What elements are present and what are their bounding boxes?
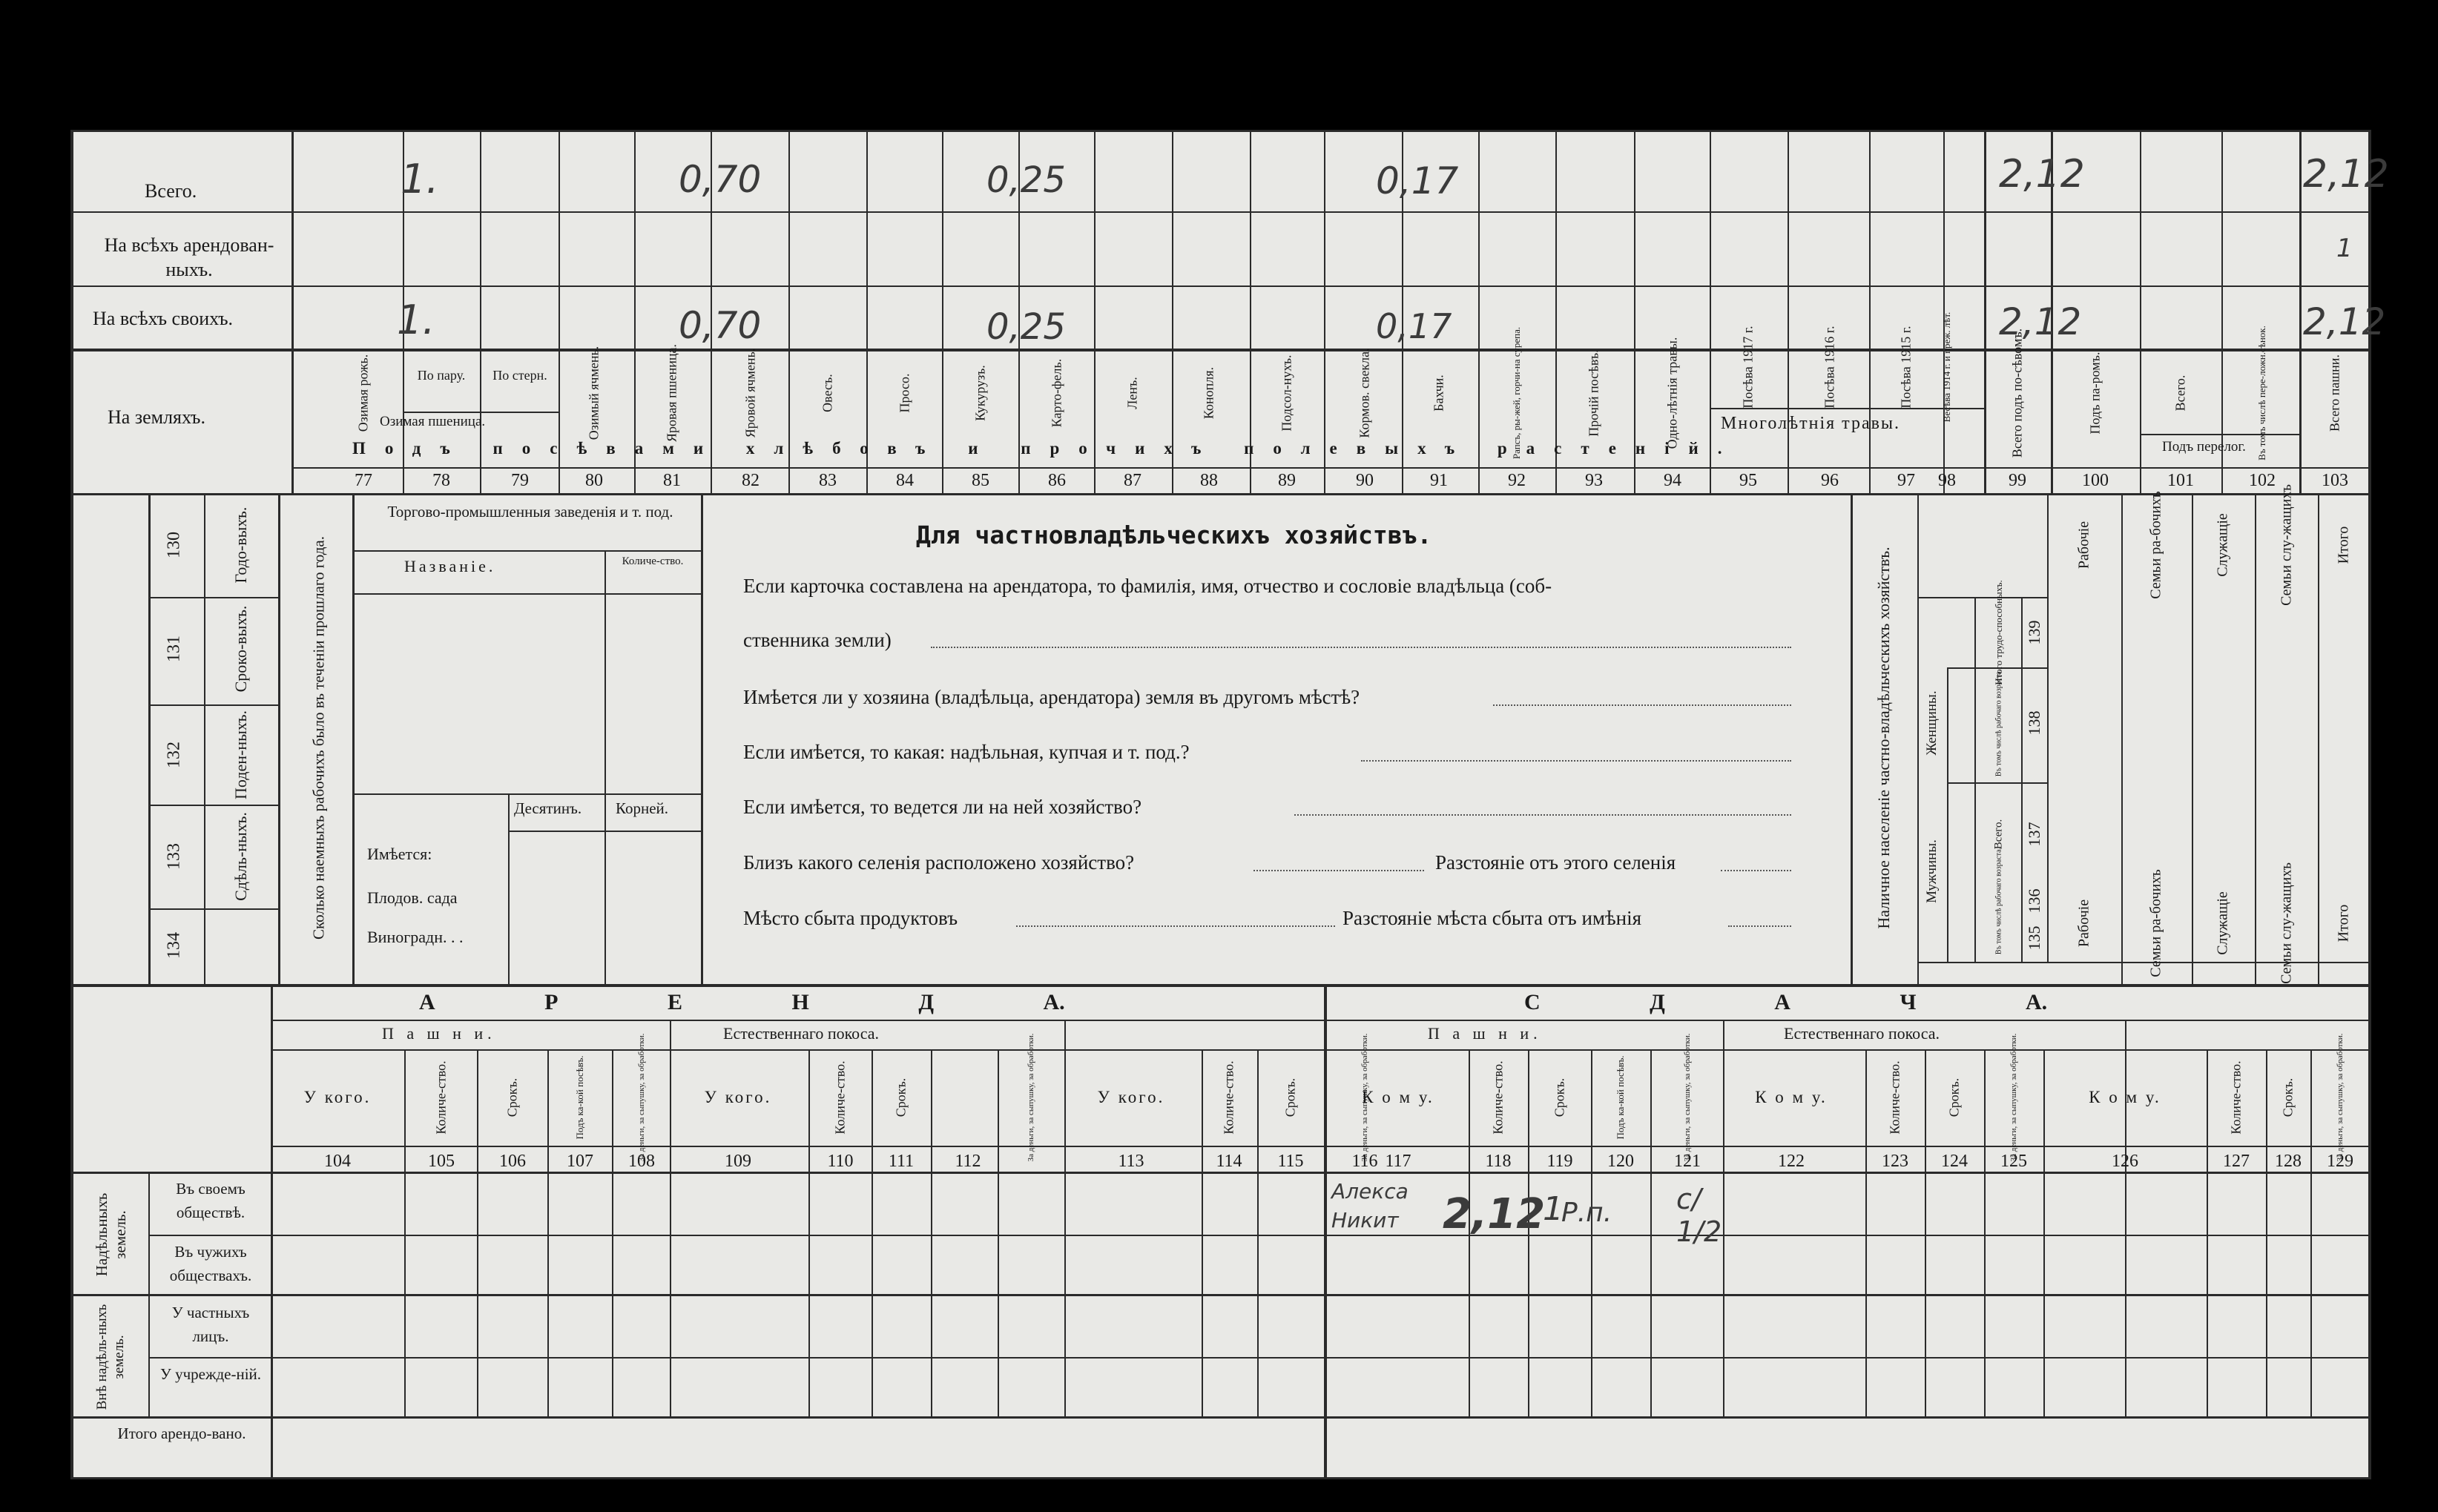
row-label-own: На всѣхъ своихъ.	[93, 308, 234, 329]
hand-total-82: 0,70	[679, 158, 762, 201]
hand-sdacha-name: Алекса Никит	[1331, 1179, 1409, 1233]
population-col-top: Итого	[2335, 526, 2352, 564]
population-number: 137	[2025, 822, 2043, 847]
column-number: 91	[1430, 471, 1448, 490]
arenda-column-number: 105	[428, 1152, 455, 1171]
arenda-column-line	[1324, 1020, 1325, 1416]
arenda-column-line	[1202, 1049, 1203, 1416]
arenda-column-line	[1925, 1049, 1926, 1416]
column-number: 101	[2167, 471, 2194, 490]
group-nadel: Надѣльныхъ земель.	[92, 1192, 129, 1277]
dessiatin-label: Десятинъ.	[514, 799, 582, 817]
men-label: Мужчины.	[1924, 839, 1940, 903]
population-col-bottom: Семьи ра-бочихъ	[2147, 869, 2164, 977]
column-number: 77	[355, 471, 372, 490]
arenda-column-number: 126	[2112, 1152, 2138, 1171]
population-number: 139	[2025, 620, 2043, 645]
column-number: 99	[2009, 471, 2026, 490]
crop-header-c98: Весѣва 1914 г. и преж. лѣт.	[1941, 311, 1952, 423]
crop-header-c84: Просо.	[897, 373, 912, 413]
hand-own-82: 0,70	[679, 304, 762, 347]
trade-title: Торгово-промышленныя заведенія и т. под.	[387, 503, 673, 521]
arenda-column-line	[477, 1049, 478, 1416]
population-number: 135	[2025, 925, 2043, 951]
question-village: Близъ какого селенія расположено хозяйство?	[743, 851, 1135, 874]
crop-header-c89: Подсол-нухъ.	[1279, 354, 1294, 432]
population-col-bottom: Рабочіе	[2075, 899, 2092, 948]
crop-header-c82: Яровой ячмень.	[742, 348, 758, 438]
arenda-header-komu: К о м у.	[1755, 1088, 1828, 1106]
column-number: 93	[1585, 471, 1603, 490]
population-col-bottom: Семьи слу-жащихъ	[2278, 862, 2295, 984]
trade-col-qty: Количе-ство.	[622, 555, 684, 567]
arenda-column-number: 104	[324, 1152, 351, 1171]
column-number: 92	[1508, 471, 1526, 490]
arenda-column-line	[1650, 1049, 1652, 1416]
hand-total-103: 2,12	[2303, 152, 2389, 197]
arenda-header-qty: Количе-ство.	[2228, 1060, 2244, 1135]
population-number: 138	[2025, 710, 2043, 736]
arenda-column-line	[547, 1049, 549, 1416]
population-col-top: Семьи ра-бочихъ	[2147, 491, 2164, 599]
arenda-header-u_kogo: У кого.	[303, 1088, 372, 1106]
column-line	[1984, 130, 1986, 493]
arenda-column-line	[1591, 1049, 1592, 1416]
arenda-header-qty: Количе-ство.	[1887, 1060, 1902, 1135]
arenda-column-number: 114	[1216, 1152, 1242, 1171]
header-pod-perelog: Подъ перелог.	[2162, 439, 2246, 455]
arenda-column-number: 112	[955, 1152, 981, 1171]
hand-total-78: 1.	[401, 156, 439, 202]
hand-total-91: 0,17	[1376, 159, 1459, 202]
arenda-header-za_dengi: За деньги, за сыпушку, за обработки.	[1683, 1033, 1692, 1162]
column-number: 95	[1739, 471, 1757, 490]
arenda-column-number: 115	[1277, 1152, 1304, 1171]
column-number: 102	[2249, 471, 2276, 490]
hand-own-91: 0,17	[1376, 306, 1452, 346]
arenda-column-line	[2266, 1049, 2267, 1416]
row-institutions: У учрежде-ній.	[159, 1365, 262, 1383]
header-band: Подъ посѣвами хлѣбовъ и прочихъ полевыхъ растеній.	[352, 439, 1742, 458]
column-line	[2299, 130, 2301, 493]
arenda-header-pod_kakoi: Подъ ка-кой посѣвъ.	[1615, 1055, 1626, 1140]
crop-header-c78: По пару.	[417, 368, 466, 383]
arenda-column-line	[1257, 1049, 1259, 1416]
hand-total-99: 2,12	[1999, 152, 2085, 197]
question-market: Мѣсто сбыта продуктовъ	[743, 907, 958, 929]
column-line	[2140, 434, 2299, 435]
arenda-header-srok: Срокъ.	[1946, 1077, 1962, 1118]
worker-row-number: 132	[164, 742, 184, 768]
roots-label: Корней.	[616, 799, 669, 817]
vineyard-label: Виноградн. . .	[367, 928, 464, 946]
crop-header-c101: Всего.	[2172, 374, 2188, 412]
arenda-column-number: 119	[1546, 1152, 1573, 1171]
workers-question: Сколько наемныхъ рабочихъ было въ теченіи прошлаго года.	[309, 536, 328, 940]
arenda-header-qty: Количе-ство.	[832, 1060, 848, 1135]
header-ozimaya-pshenitsa: Озимая пшеница.	[380, 414, 486, 429]
arenda-column-line	[2207, 1049, 2208, 1416]
crop-header-c102: Въ томъ числѣ пере-ложн.сѣнок.	[2256, 326, 2267, 460]
arenda-column-number: 120	[1607, 1152, 1634, 1171]
crop-header-c81: Яровая пшеница.	[664, 344, 679, 442]
arenda-column-number: 108	[628, 1152, 655, 1171]
column-number: 81	[663, 471, 681, 490]
crop-header-c103: Всего пашни.	[2327, 354, 2342, 432]
arenda-column-line	[808, 1049, 810, 1416]
arenda-header-srok: Срокъ.	[1552, 1077, 1567, 1118]
arenda-column-number: 124	[1941, 1152, 1968, 1171]
arenda-column-number: 107	[567, 1152, 593, 1171]
worker-row-label: Сдѣль-ныхъ.	[231, 812, 250, 901]
arenda-header-srok: Срокъ.	[2280, 1077, 2296, 1118]
arenda-column-number: 125	[2000, 1152, 2027, 1171]
row-private-persons: У частныхъ лицъ.	[171, 1304, 250, 1345]
trade-col-name: Названіе.	[404, 557, 496, 575]
arenda-header-qty: Количе-ство.	[1490, 1060, 1506, 1135]
crop-header-c97: Посѣва 1915 г.	[1898, 326, 1914, 409]
orchard-label: Плодов. сада	[367, 888, 458, 907]
crop-header-c83: Овесъ.	[820, 374, 835, 412]
itogo-trud-label: Итого трудо-способныхъ.	[1993, 580, 2004, 685]
arenda-column-number: 110	[827, 1152, 854, 1171]
worker-row-number: 130	[164, 532, 184, 558]
arenda-column-number: 128	[2275, 1152, 2302, 1171]
arenda-column-line	[271, 1049, 272, 1416]
arenda-column-number: 118	[1485, 1152, 1512, 1171]
question-owner: Если карточка составлена на арендатора, то фамилія, имя, отчество и сословіе владѣльца (соб-	[743, 575, 1552, 597]
arenda-header-za_dengi: За деньги, за сыпушку, за обработки.	[1360, 1033, 1369, 1162]
arenda-column-number: 116	[1351, 1152, 1378, 1171]
women-vtom: Въ томъ числѣ рабочаго возраста.	[1994, 669, 2003, 777]
hand-sdacha-terms: с/ 1/2	[1676, 1183, 1722, 1248]
hand-own-99: 2,12	[1999, 300, 2082, 343]
arenda-header-qty: Количе-ство.	[1221, 1060, 1236, 1135]
arenda-column-line	[2310, 1049, 2312, 1416]
arenda-header-za_dengi: За деньги, за сыпушку, за обработки.	[2009, 1033, 2018, 1162]
column-number: 94	[1664, 471, 1681, 490]
column-number: 80	[585, 471, 603, 490]
crop-header-c99: Всего подъ по-сѣвомъ.	[2009, 328, 2025, 458]
row-total-rented: Итого арендо-вано.	[117, 1424, 246, 1442]
hand-own-78: 1.	[397, 297, 435, 343]
crop-header-c95: Посѣва 1917 г.	[1740, 326, 1756, 409]
worker-row-number: 133	[164, 843, 184, 870]
column-number: 97	[1897, 471, 1915, 490]
arenda-column-number: 122	[1778, 1152, 1805, 1171]
arenda-column-number: 127	[2223, 1152, 2250, 1171]
crop-header-c85: Кукурузъ.	[972, 365, 988, 421]
question-other-land: Имѣется ли у хозяина (владѣльца, арендатора) земля въ другомъ мѣстѣ?	[743, 686, 1360, 708]
has-label: Имѣется:	[367, 845, 432, 863]
arenda-header-u_kogo: У кого.	[704, 1088, 772, 1106]
sdacha-pokos: Естественнаго покоса.	[1784, 1024, 1940, 1043]
hand-own-103: 2,12	[2303, 300, 2386, 343]
arenda-column-line	[2125, 1020, 2126, 1416]
arenda-title: А Р Е Н Д А.	[419, 990, 1065, 1014]
hand-own-86: 0,25	[986, 306, 1066, 348]
column-number: 82	[742, 471, 760, 490]
arenda-column-line	[1865, 1049, 1867, 1416]
column-number: 78	[432, 471, 450, 490]
population-col-bottom: Итого	[2335, 904, 2352, 942]
population-title: Наличное населеніе частно-владѣльческихъ хозяйствъ.	[1874, 547, 1893, 929]
row-label-rented: На всѣхъ арендован-ныхъ.	[104, 234, 274, 280]
crop-header-c86: Карто-фель.	[1049, 358, 1064, 428]
arenda-column-line	[2043, 1049, 2045, 1416]
question-land-type: Если имѣется, то какая: надѣльная, купчая и т. под.?	[743, 741, 1190, 763]
row-label-total: Всего.	[145, 180, 197, 202]
private-title: Для частновладѣльческихъ хозяйствъ.	[916, 521, 1432, 549]
row-own-society: Въ своемъ обществѣ.	[176, 1180, 246, 1221]
question-market-distance: Разстояніе мѣста сбыта отъ имѣнія	[1342, 907, 1642, 929]
arenda-header-srok: Срокъ.	[1282, 1077, 1298, 1118]
arenda-column-line	[998, 1049, 999, 1416]
arenda-column-line	[1064, 1020, 1066, 1416]
arenda-header-srok: Срокъ.	[504, 1077, 520, 1118]
crop-header-c91: Бахчи.	[1431, 374, 1446, 412]
population-col-top: Семьи слу-жащихъ	[2278, 484, 2295, 606]
arenda-column-line	[1984, 1049, 1986, 1416]
column-number: 79	[511, 471, 529, 490]
crop-header-c77: Озимая рожь.	[355, 354, 371, 432]
column-line	[403, 412, 559, 413]
crop-header-c94: Одно-лѣтнія травы.	[1664, 337, 1680, 449]
arenda-header-za_dengi: За деньги, за сыпушку, за обработки.	[2336, 1033, 2345, 1162]
women-label: Женщины.	[1924, 690, 1940, 756]
arenda-pashni: П а ш н и.	[382, 1024, 496, 1043]
arenda-header-qty: Количе-ство.	[433, 1060, 449, 1135]
hand-total-86: 0,25	[986, 159, 1066, 201]
question-village-distance: Разстояніе отъ этого селенія	[1435, 851, 1676, 874]
column-number: 85	[972, 471, 989, 490]
arenda-column-number: 106	[499, 1152, 526, 1171]
arenda-column-line	[670, 1020, 671, 1416]
arenda-column-line	[612, 1049, 613, 1416]
row-other-societies: Въ чужихъ обществахъ.	[169, 1243, 252, 1284]
population-col-bottom: Служащіе	[2214, 891, 2231, 955]
arenda-column-number: 113	[1118, 1152, 1144, 1171]
hand-sdacha-crop: Р.п.	[1561, 1198, 1612, 1228]
column-line	[2140, 130, 2141, 493]
women-vsego: Всего.	[1992, 819, 2005, 850]
arenda-column-number: 123	[1882, 1152, 1908, 1171]
worker-row-number: 131	[164, 635, 184, 662]
arenda-column-line	[872, 1049, 873, 1416]
sdacha-pashni: П а ш н и.	[1428, 1024, 1542, 1043]
men-vtom: Въ томъ числѣ рабочаго возраста.	[1994, 847, 2003, 955]
worker-row-number: 134	[164, 932, 184, 959]
crop-header-c92: Рапсъ, ры-жей, горчи-на сурепа.	[1511, 326, 1522, 460]
column-line	[1869, 130, 1871, 493]
worker-row-label: Поден-ныхъ.	[231, 710, 250, 799]
crop-header-c88: Конопля.	[1201, 366, 1216, 420]
arenda-column-line	[931, 1049, 932, 1416]
column-number: 90	[1356, 471, 1374, 490]
worker-row-label: Годо-выхъ.	[231, 506, 250, 584]
arenda-column-number: 109	[725, 1152, 751, 1171]
arenda-header-komu: К о м у.	[2089, 1088, 2161, 1106]
column-number: 88	[1200, 471, 1218, 490]
population-col-top: Служащіе	[2214, 513, 2231, 577]
crop-header-c90: Кормов. свекла.	[1357, 348, 1372, 438]
column-number: 98	[1938, 471, 1956, 490]
column-number: 103	[2322, 471, 2348, 490]
header-mnogoletnie: Многолѣтнія травы.	[1721, 414, 1901, 433]
crop-header-c80: Озимый ячмень.	[586, 346, 602, 440]
arenda-column-number: 117	[1385, 1152, 1411, 1171]
arenda-header-pod_kakoi: Подъ ка-кой посѣвъ.	[574, 1055, 585, 1140]
arenda-header-za_dengi: За деньги, за сыпушку, за обработки.	[1027, 1033, 1035, 1162]
population-number: 136	[2025, 888, 2043, 914]
question-owner-cont: ственника земли)	[743, 629, 892, 651]
crop-header-c79: По стерн.	[492, 368, 547, 383]
column-number: 86	[1048, 471, 1066, 490]
column-number: 89	[1278, 471, 1296, 490]
column-number: 83	[819, 471, 837, 490]
arenda-column-number: 121	[1674, 1152, 1701, 1171]
arenda-header-srok: Срокъ.	[893, 1077, 909, 1118]
hand-sdacha-srok: 1	[1543, 1190, 1564, 1228]
arenda-column-number: 111	[888, 1152, 915, 1171]
arenda-header-za_dengi: За деньги, за сыпушку, за обработки.	[637, 1033, 646, 1162]
crop-header-c93: Прочій посѣвъ.	[1586, 349, 1601, 437]
column-number: 87	[1124, 471, 1141, 490]
question-farming: Если имѣется, то ведется ли на ней хозяйство?	[743, 796, 1142, 818]
arenda-column-line	[404, 1049, 406, 1416]
crop-header-c96: Посѣва 1916 г.	[1822, 326, 1837, 409]
hand-rented-103: 1	[2336, 234, 2353, 263]
sdacha-title: С Д А Ч А.	[1524, 990, 2048, 1014]
arenda-header-komu: К о м у.	[1362, 1088, 1434, 1106]
arenda-pokos: Естественнаго покоса.	[723, 1024, 880, 1043]
crop-header-c100: Подъ па-ромъ.	[2087, 351, 2103, 435]
column-number: 100	[2082, 471, 2109, 490]
arenda-column-number: 129	[2327, 1152, 2353, 1171]
population-col-top: Рабочіе	[2075, 521, 2092, 570]
column-number: 84	[896, 471, 914, 490]
column-line	[1788, 130, 1789, 493]
crop-header-c87: Ленъ.	[1124, 377, 1140, 409]
census-card	[70, 130, 2389, 1479]
column-number: 96	[1821, 471, 1839, 490]
hand-sdacha-qty: 2,12	[1443, 1190, 1546, 1238]
row-label-lands: На земляхъ.	[108, 406, 205, 428]
worker-row-label: Сроко-выхъ.	[231, 605, 250, 693]
group-vne-nadel: Внѣ надѣль-ныхъ земель.	[94, 1304, 127, 1410]
arenda-header-u_kogo: У кого.	[1097, 1088, 1165, 1106]
